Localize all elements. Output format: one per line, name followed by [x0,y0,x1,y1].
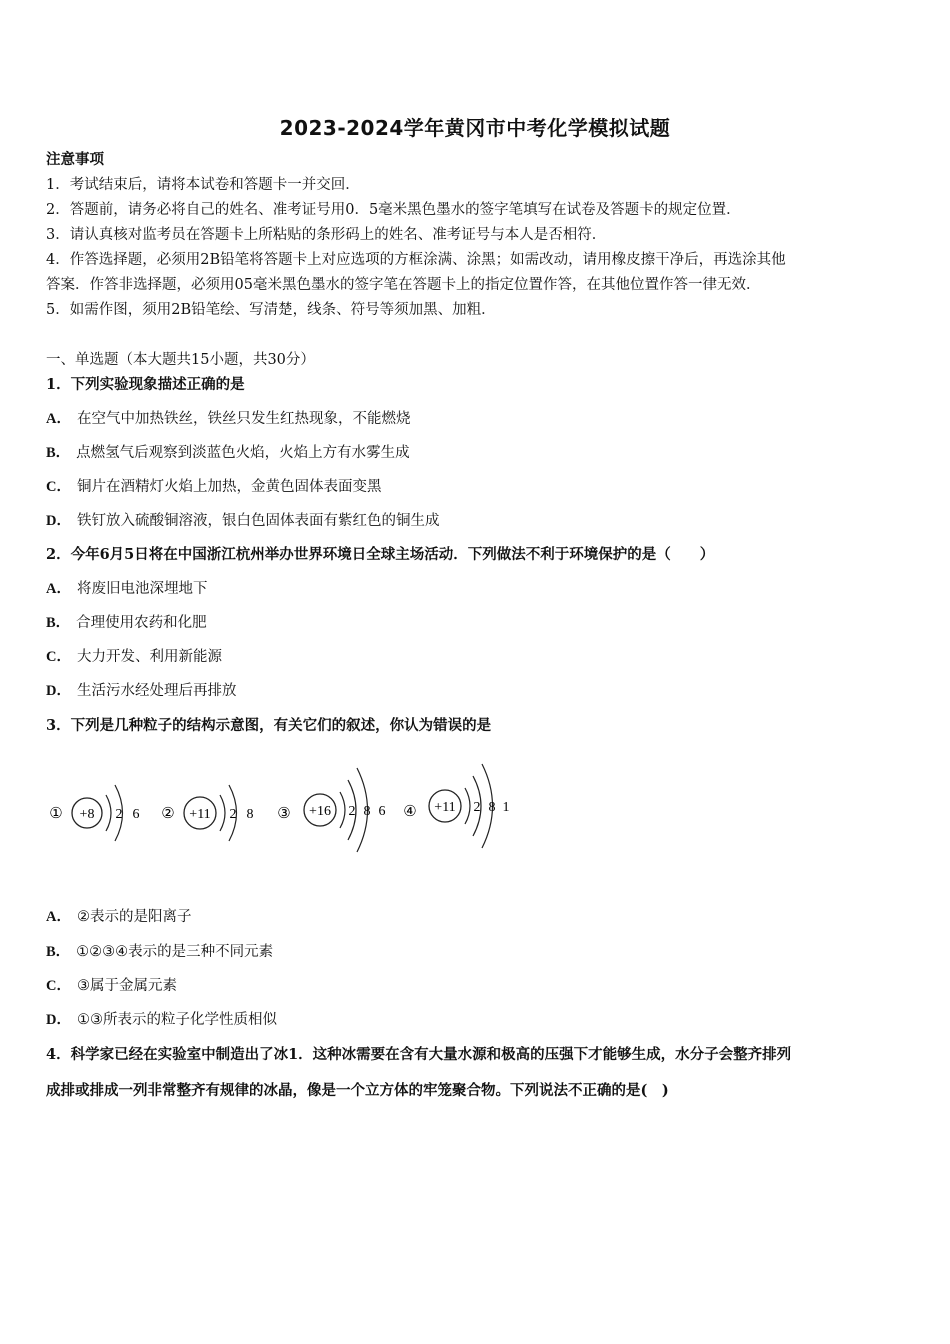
option-label: A． [46,581,71,597]
option-text: 大力开发、利用新能源 [76,649,222,665]
option-text: 合理使用农药和化肥 [76,615,207,631]
notice-item-5: 5．如需作图，须用2B铅笔绘、写清楚，线条、符号等须加黑、加粗． [46,302,496,318]
option-label: C． [46,978,71,994]
q1-option-c[interactable] [46,477,916,497]
option-label: D． [46,513,71,529]
option-text: 铜片在酒精灯火焰上加热，金黄色固体表面变黑 [76,479,382,495]
electron-shell [106,795,111,831]
q3-option-d[interactable] [46,1010,916,1030]
q1-option-b[interactable] [46,443,916,463]
option-text: 点燃氢气后观察到淡蓝色火焰，火焰上方有水雾生成 [76,445,410,461]
nucleus-charge: +16 [309,804,331,819]
nucleus-charge: +8 [79,807,95,822]
q1-option-a[interactable] [46,409,916,429]
q3-option-a[interactable] [46,907,916,927]
electron-shell [465,788,470,824]
nucleus-charge: +11 [434,800,456,815]
notice-item-1: 1．考试结束后，请将本试卷和答题卡一并交回． [46,177,360,193]
shell-electrons: 6 [132,807,140,822]
option-text: 在空气中加热铁丝，铁丝只发生红热现象，不能燃烧 [76,411,411,427]
q2-option-b[interactable] [46,613,916,633]
nucleus-charge: +11 [189,807,211,822]
shell-electrons: 2 [229,807,237,822]
electron-shell [340,792,345,828]
option-text: 铁钉放入硫酸铜溶液，银白色固体表面有紫红色的铜生成 [76,513,440,529]
shell-electrons: 2 [115,807,123,822]
q3-option-b[interactable] [46,942,916,962]
q2-option-a[interactable] [46,579,916,599]
particle-2-diagram [161,785,253,841]
page-title: 2023-2024学年黄冈市中考化学模拟试题 [279,116,671,140]
q3-option-c[interactable] [46,976,916,996]
option-label: C． [46,479,71,495]
option-text: 生活污水经处理后再排放 [76,683,237,699]
shell-electrons: 6 [378,804,386,819]
q1-stem: 1．下列实验现象描述正确的是 [46,376,245,393]
q4-stem-line-2: 成排或排成一列非常整齐有规律的冰晶，像是一个立方体的牢笼聚合物。下列说法不正确的是( ) [46,1082,669,1099]
option-label: B． [46,445,71,461]
q3-stem: 3．下列是几种粒子的结构示意图，有关它们的叙述，你认为错误的是 [46,717,492,734]
particle-index: ② [161,806,175,822]
notice-item-3: 3．请认真核对监考员在答题卡上所粘贴的条形码上的姓名、准考证号与本人是否相符． [46,227,607,243]
particle-index: ③ [277,806,291,822]
shell-electrons: 8 [363,804,371,819]
option-text: ③属于金属元素 [76,978,177,994]
option-text: 将废旧电池深埋地下 [76,581,208,597]
shell-electrons: 2 [473,800,481,815]
option-label: A． [46,909,71,925]
option-text: ①②③④表示的是三种不同元素 [76,944,274,960]
q2-option-c[interactable] [46,647,916,667]
notice-item-2: 2．答题前，请务必将自己的姓名、准考证号用0．5毫米黑色墨水的签字笔填写在试卷及答题卡的规定位置． [46,202,741,218]
shell-electrons: 8 [246,807,254,822]
q4-stem-line-1: 4．科学家已经在实验室中制造出了冰1．这种冰需要在含有大量水源和极高的压强下才能够生成，水分子会整齐排列 [46,1046,792,1063]
q2-stem: 2．今年6月5日将在中国浙江杭州举办世界环境日全球主场活动．下列做法不利于环境保护的是（ ） [46,546,715,563]
q1-option-d[interactable] [46,511,916,531]
particle-index: ④ [403,804,417,820]
shell-electrons: 2 [348,804,356,819]
option-label: D． [46,1012,71,1028]
notice-item-4: 4．作答选择题，必须用2B铅笔将答题卡上对应选项的方框涂满、涂黑；如需改动，请用橡皮擦干净后，再选涂其他 [46,252,786,268]
option-text: ②表示的是阳离子 [76,909,192,925]
option-label: D． [46,683,71,699]
section-heading: 一、单选题（本大题共15小题，共30分） [46,352,315,368]
option-label: C． [46,649,71,665]
option-label: B． [46,944,71,960]
option-label: A． [46,411,71,427]
q2-option-d[interactable] [46,681,916,701]
shell-electrons: 1 [502,800,510,815]
option-label: B． [46,615,71,631]
particle-index: ① [49,806,63,822]
notice-item-4-cont: 答案．作答非选择题，必须用05毫米黑色墨水的签字笔在答题卡上的指定位置作答，在其他位置作答一律无效． [46,277,761,293]
particle-3-diagram [277,768,385,852]
particle-4-diagram [403,764,509,848]
notice-heading: 注意事项 [46,151,104,168]
atomic-structure-figure [44,752,524,862]
particle-1-diagram [49,785,139,841]
option-text: ①③所表示的粒子化学性质相似 [76,1012,277,1028]
electron-shell [220,795,225,831]
shell-electrons: 8 [488,800,496,815]
